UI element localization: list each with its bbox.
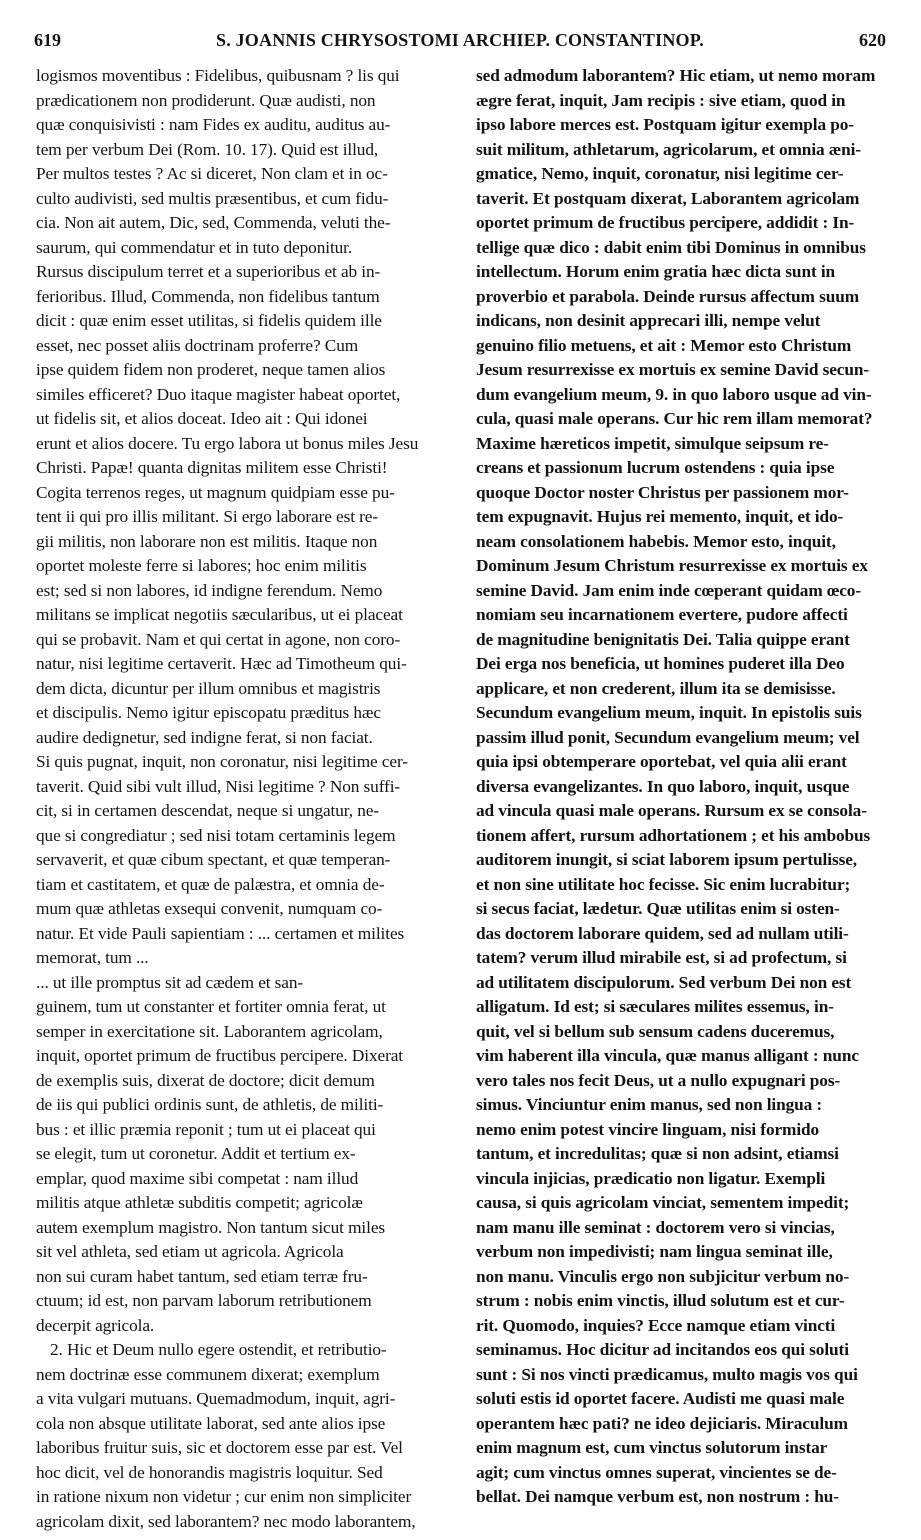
text-line: cit, si in certamen descendat, neque si ungatur, ne- bbox=[36, 801, 379, 820]
text-line: indicans, non desinit apprecari illi, nempe velut bbox=[476, 311, 821, 330]
page-number-left: 619 bbox=[34, 30, 61, 50]
text-line: cula, quasi male operans. Cur hic rem illam memorat? bbox=[476, 409, 873, 428]
text-line: Per multos testes ? Ac si diceret, Non clam et in oc- bbox=[36, 164, 388, 183]
text-line: servaverit, et quæ cibum spectant, et quæ temperan- bbox=[36, 850, 391, 869]
text-line: nam manu ille seminat : doctorem vero si vincias, bbox=[476, 1217, 835, 1237]
text-line: semper in exercitatione sit. Laborantem agricolam, bbox=[36, 1021, 383, 1041]
text-line: Dominum Jesum Christum resurrexisse ex mortuis ex bbox=[476, 556, 868, 575]
text-line: neam consolationem habebis. Memor esto, inquit, bbox=[476, 531, 836, 551]
text-line: sit vel athleta, sed etiam ut agricola. Agricola bbox=[36, 1242, 344, 1261]
text-line: similes efficeret? Duo itaque magister habeat oportet, bbox=[36, 384, 401, 404]
text-line: natur. Et vide Pauli sapientiam : ... certamen et milites bbox=[36, 923, 405, 943]
text-line: memorat, tum ... bbox=[36, 948, 149, 967]
text-line: agit; cum vinctus omnes superat, vincientes se de- bbox=[476, 1462, 837, 1482]
text-line: applicare, et non crederent, illum ita se demisisse. bbox=[476, 678, 836, 698]
text-line: quia ipsi obtemperare oportebat, vel quia alii erant bbox=[476, 752, 847, 771]
text-line: quit, vel si bellum sub sensum cadens duceremus, bbox=[476, 1021, 835, 1041]
text-line: et non sine utilitate hoc fecisse. Sic enim lucrabitur; bbox=[476, 874, 851, 894]
page-number-right: 620 bbox=[859, 30, 886, 50]
text-line: simus. Vinciuntur enim manus, sed non lingua : bbox=[476, 1095, 823, 1114]
text-line: militans se implicat negotiis sæcularibus, ut ei placeat bbox=[36, 605, 403, 624]
text-line: militis atque athletæ subditis competit; agricolæ bbox=[36, 1193, 363, 1212]
text-line: tiam et castitatem, et quæ de palæstra, et omnia de- bbox=[36, 874, 385, 894]
text-line: genuino filio metuens, et ait : Memor esto Christum bbox=[476, 335, 852, 355]
text-line: tantum, et incredulitas; quæ si non adsint, etiamsi bbox=[476, 1144, 839, 1163]
text-line: ad vincula quasi male operans. Rursum ex se consola- bbox=[476, 801, 867, 820]
text-line: esset, nec posset aliis doctrinam proferre? Cum bbox=[36, 335, 359, 355]
text-line: 2. Hic et Deum nullo egere ostendit, et retributio- bbox=[50, 1340, 387, 1359]
text-line: cia. Non ait autem, Dic, sed, Commenda, veluti the- bbox=[36, 213, 391, 232]
text-line: cola non absque utilitate laborat, sed ante alios ipse bbox=[36, 1413, 386, 1433]
text-line: gmatice, Nemo, inquit, coronatur, nisi legitime cer- bbox=[476, 164, 844, 183]
left-column bbox=[36, 64, 456, 1534]
text-line: erunt et alios docere. Tu ergo labora ut bonus miles Jesu bbox=[36, 433, 419, 453]
text-line: tellige quæ dico : dabit enim tibi Dominus in omnibus bbox=[476, 237, 866, 257]
text-line: a vita vulgari mutuans. Quemadmodum, inquit, agri- bbox=[36, 1389, 396, 1408]
text-line: dicit : quæ enim esset utilitas, si fidelis quidem ille bbox=[36, 311, 382, 330]
text-line: semine David. Jam enim inde cœperant quidam œco- bbox=[476, 580, 861, 600]
text-line: gii militis, non laborare non est militis. Itaque non bbox=[36, 531, 378, 551]
text-line: proverbio et parabola. Deinde rursus affectum suum bbox=[476, 286, 860, 306]
text-line: ... ut ille promptus sit ad cædem et san- bbox=[36, 972, 304, 992]
text-line: passim illud ponit, Secundum evangelium meum; vel bbox=[476, 727, 860, 747]
text-line: decerpit agricola. bbox=[36, 1315, 155, 1335]
text-line: dem dicta, dicuntur per illum omnibus et magistris bbox=[36, 678, 381, 698]
text-line: tem expugnavit. Hujus rei memento, inquit, et ido- bbox=[476, 507, 844, 526]
text-line: agricolam dixit, sed laborantem? nec modo laborantem, bbox=[36, 1511, 416, 1531]
text-line: que si congrediatur ; sed nisi totam certaminis legem bbox=[36, 825, 396, 845]
text-line: Dei erga nos beneficia, ut homines puderet illa Deo bbox=[476, 654, 845, 673]
text-line: tem per verbum Dei (Rom. 10. 17). Quid est illud, bbox=[36, 139, 379, 159]
text-line: de exemplis suis, dixerat de doctore; dicit demum bbox=[36, 1070, 375, 1090]
text-line: in ratione nixum non videtur ; cur enim non simpliciter bbox=[36, 1487, 412, 1506]
text-line: laboribus fruitur suis, sic et doctorem esse par est. Vel bbox=[36, 1438, 403, 1457]
text-line: Jesum resurrexisse ex mortuis ex semine David secun- bbox=[476, 360, 870, 379]
right-column bbox=[476, 64, 888, 1510]
page-header bbox=[34, 30, 886, 60]
text-line: tent ii qui pro illis militant. Si ergo laborare est re- bbox=[36, 507, 379, 526]
text-line: ad utilitatem discipulorum. Sed verbum Dei non est bbox=[476, 972, 852, 992]
text-line: oportet primum de fructibus percipere, addidit : In- bbox=[476, 213, 855, 232]
text-line: non sui curam habet tantum, sed etiam terræ fru- bbox=[36, 1266, 368, 1286]
text-line: diversa evangelizantes. In quo laboro, inquit, usque bbox=[476, 776, 850, 796]
text-line: se elegit, tum ut coronetur. Addit et tertium ex- bbox=[36, 1144, 356, 1163]
text-line: guinem, tum ut constanter et fortiter omnia ferat, ut bbox=[36, 997, 386, 1016]
text-line: suit militum, athletarum, agricolarum, et omnia æni- bbox=[476, 139, 862, 159]
text-line: culto audivisti, sed multis præsentibus, et cum fidu- bbox=[36, 188, 389, 208]
text-line: Secundum evangelium meum, inquit. In epistolis suis bbox=[476, 703, 862, 722]
text-line: causa, si quis agricolam vinciat, sementem impedit; bbox=[476, 1193, 850, 1212]
text-line: tatem? verum illud mirabile est, si ad profectum, si bbox=[476, 948, 847, 967]
text-line: seminamus. Hoc dicitur ad incitandos eos qui soluti bbox=[476, 1340, 849, 1359]
text-line: strum : nobis enim vinctis, illud solutum est et cur- bbox=[476, 1291, 845, 1310]
text-line: rit. Quomodo, inquies? Ecce namque etiam vincti bbox=[476, 1315, 836, 1335]
text-line: enim magnum est, cum vinctus solutorum instar bbox=[476, 1438, 828, 1457]
text-line: ægre ferat, inquit, Jam recipis : sive etiam, quod in bbox=[476, 90, 846, 110]
text-line: bus : et illic præmia reponit ; tum ut ei placeat qui bbox=[36, 1119, 376, 1139]
text-line: vero tales nos fecit Deus, ut a nullo expugnari pos- bbox=[476, 1070, 841, 1090]
text-line: ipso labore merces est. Postquam igitur exempla po- bbox=[476, 115, 854, 134]
text-line: Si quis pugnat, inquit, non coronatur, nisi legitime cer- bbox=[36, 752, 408, 771]
text-line: auditorem inungit, si sciat laborem ipsum pertulisse, bbox=[476, 850, 857, 869]
text-line: et discipulis. Nemo igitur episcopatu præditus hæc bbox=[36, 703, 381, 722]
text-line: emplar, quod maxime sibi competat : nam illud bbox=[36, 1168, 359, 1188]
text-line: vincula injicias, prædicatio non ligatur. Exempli bbox=[476, 1168, 826, 1188]
text-line: operantem hæc pati? ne ideo dejiciaris. Miraculum bbox=[476, 1413, 848, 1433]
text-line: si secus faciat, lædetur. Quæ utilitas enim si osten- bbox=[476, 899, 840, 918]
text-line: de magnitudine benignitatis Dei. Talia quippe erant bbox=[476, 629, 850, 649]
text-line: Rursus discipulum terret et a superioribus et ab in- bbox=[36, 262, 381, 281]
text-line: Christi. Papæ! quanta dignitas militem esse Christi! bbox=[36, 458, 388, 477]
text-line: sunt : Si nos vincti prædicamus, multo magis vos qui bbox=[476, 1364, 858, 1384]
text-line: dum evangelium meum, 9. in quo laboro usque ad vin- bbox=[476, 384, 872, 404]
text-line: bellat. Dei namque verbum est, non nostrum : hu- bbox=[476, 1487, 839, 1506]
text-line: logismos moventibus : Fidelibus, quibusnam ? lis qui bbox=[36, 66, 400, 85]
text-line: intellectum. Horum enim gratia hæc dicta sunt in bbox=[476, 262, 836, 281]
running-title: S. JOANNIS CHRYSOSTOMI ARCHIEP. CONSTANTINOP. bbox=[216, 30, 704, 50]
text-line: de iis qui publici ordinis sunt, de athletis, de militi- bbox=[36, 1095, 384, 1114]
text-line: quæ conquisivisti : nam Fides ex auditu, auditus au- bbox=[36, 115, 391, 134]
text-line: ut fidelis sit, et alios doceat. Ideo ait : Qui idonei bbox=[36, 409, 368, 428]
text-line: est; sed si non labores, id indigne ferendum. Nemo bbox=[36, 580, 383, 600]
text-line: taverit. Et postquam dixerat, Laborantem agricolam bbox=[476, 188, 860, 208]
text-line: ferioribus. Illud, Commenda, non fidelibus tantum bbox=[36, 286, 380, 306]
text-line: inquit, oportet primum de fructibus percipere. Dixerat bbox=[36, 1046, 403, 1065]
text-line: mum quæ athletas exsequi convenit, numquam co- bbox=[36, 899, 383, 918]
text-line: ctuum; id est, non parvam laborum retributionem bbox=[36, 1291, 372, 1310]
text-line: qui se probavit. Nam et qui certat in agone, non coro- bbox=[36, 629, 401, 649]
text-line: tionem affert, rursum adhortationem ; et his ambobus bbox=[476, 825, 871, 845]
text-line: saurum, qui commendatur et in tuto deponitur. bbox=[36, 237, 353, 257]
text-line: nomiam seu incarnationem evertere, pudore affecti bbox=[476, 605, 848, 624]
text-line: audire dedignetur, sed indigne ferat, si non faciat. bbox=[36, 727, 373, 747]
text-line: hoc dicit, vel de honorandis magistris loquitur. Sed bbox=[36, 1462, 383, 1482]
text-line: oportet moleste ferre si labores; hoc enim militis bbox=[36, 556, 367, 575]
text-line: natur, nisi legitime certaverit. Hæc ad Timotheum qui- bbox=[36, 654, 407, 673]
text-line: taverit. Quid sibi vult illud, Nisi legitime ? Non suffi- bbox=[36, 776, 401, 796]
text-line: nemo enim potest vincire linguam, nisi formido bbox=[476, 1119, 820, 1139]
text-line: das doctorem laborare quidem, sed ad nullam utili- bbox=[476, 923, 849, 943]
text-line: sed admodum laborantem? Hic etiam, ut nemo moram bbox=[476, 66, 876, 85]
text-line: nem doctrinæ esse communem dixerat; exemplum bbox=[36, 1364, 380, 1384]
text-line: alligatum. Id est; si sæculares milites essemus, in- bbox=[476, 997, 834, 1016]
text-line: Maxime hæreticos impetit, simulque seipsum re- bbox=[476, 433, 829, 453]
text-line: prædicationem non prodiderunt. Quæ audisti, non bbox=[36, 90, 376, 110]
text-line: verbum non impedivisti; nam lingua seminat ille, bbox=[476, 1242, 833, 1261]
text-line: Cogita terrenos reges, ut magnum quidpiam esse pu- bbox=[36, 482, 395, 502]
text-line: creans et passionum lucrum ostendens : quia ipse bbox=[476, 458, 835, 477]
text-line: non manu. Vinculis ergo non subjicitur verbum no- bbox=[476, 1266, 850, 1286]
text-line: ipse quidem fidem non proderet, neque tamen alios bbox=[36, 360, 386, 379]
text-line: autem exemplum magistro. Non tantum sicut miles bbox=[36, 1217, 386, 1237]
text-line: quoque Doctor noster Christus per passionem mor- bbox=[476, 482, 849, 502]
text-line: vim haberent illa vincula, quæ manus alligant : nunc bbox=[476, 1046, 859, 1065]
text-line: soluti estis id oportet facere. Audisti me quasi male bbox=[476, 1389, 845, 1408]
